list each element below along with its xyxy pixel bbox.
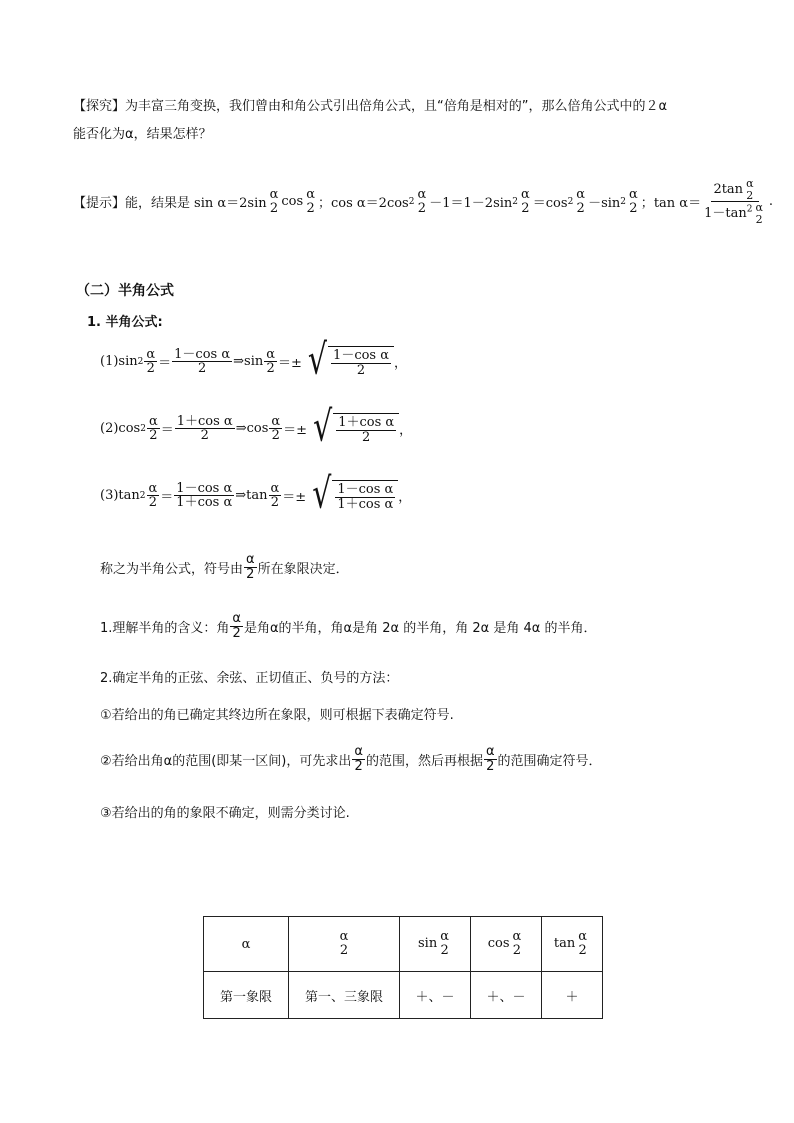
note-3: ①若给出的角已确定其终边所在象限，则可根据下表确定符号. <box>100 708 454 723</box>
half-alpha-fraction: $\frac{\alpha}{2}$ <box>146 346 156 377</box>
hint-sin-lhs: sin α＝2sin <box>194 196 267 212</box>
table-header-cos: cos α 2 <box>471 917 542 972</box>
hint-intro: 能，结果是 <box>125 196 191 212</box>
half-alpha-fraction: α 2 <box>269 186 279 216</box>
sign-note: 称之为半角公式，符号由 $\frac{\alpha}{2}$ 所在象限决定． <box>100 552 349 582</box>
half-alpha-fraction: $\frac{\alpha}{2}$ <box>271 413 281 444</box>
hint-line: 【提示】 能，结果是 sin α＝2sin α 2 cos α 2 ； cos α＝2cos 2 α 2 －1＝1－2sin 2 α 2 ＝cos 2 α 2 －sin 2 α 2 ； tan α＝ 2tan α 2 $1-\tan^2$ α 2 . <box>73 177 774 226</box>
hint-tan-lhs: tan α＝ <box>653 196 702 212</box>
table-header-alpha: α <box>204 917 289 972</box>
hint-tag: 【提示】 <box>73 196 126 212</box>
hint-sin-mid: cos <box>281 194 304 210</box>
explore-line-1 <box>73 95 667 114</box>
sqrt-expression: √ $\frac{\text{1＋cos α}}{2}$ <box>313 413 399 444</box>
hint-cos-lhs: cos α＝2cos <box>330 196 409 212</box>
half-alpha-fraction: $\frac{\alpha}{2}$ <box>148 480 158 511</box>
half-alpha-fraction: $\frac{\alpha}{2}$ <box>354 744 363 774</box>
formula-cos-half: (2)cos 2 $\frac{\alpha}{2}$ ＝ $\frac{\text{1＋cos α}}{2}$ ⇒cos $\frac{\alpha}{2}$ ＝± √ $\frac{\text{1＋cos α}}{2}$ ， <box>100 402 413 452</box>
hint-cos-part4: －sin <box>588 196 621 212</box>
table-header-tan: tan α 2 <box>542 917 603 972</box>
half-alpha-fraction: $\frac{\alpha}{2}$ <box>266 346 276 377</box>
sqrt-expression: √ $\frac{\text{1－cos α}}{2}$ <box>308 346 394 377</box>
note-4: ②若给出角α的范围(即某一区间)，可先求出 $\frac{\alpha}{2}$ 的范围，然后再根据 $\frac{\alpha}{2}$ 的范围确定符号． <box>100 744 602 774</box>
half-alpha-fraction: α 2 <box>576 186 586 216</box>
subsection-title: 1. 半角公式: <box>87 315 163 330</box>
note-1: 1.理解半角的含义：角 $\frac{\alpha}{2}$ 是角α的半角，角α是角 2α 的半角，角 2α 是角 4α 的半角． <box>100 611 597 641</box>
table-cell: 第一象限 <box>204 972 289 1019</box>
table-cell: ＋ <box>542 972 603 1019</box>
note-2: 2.确定半角的正弦、余弦、正切值正、负号的方法： <box>100 671 399 686</box>
half-alpha-fraction: α 2 <box>417 186 427 216</box>
hint-cos-part2: －1＝1－2sin <box>429 196 513 212</box>
table-header-half-alpha: α 2 <box>289 917 400 972</box>
formula-tan-half: (3)tan 2 $\frac{\alpha}{2}$ ＝ $\frac{\text{1－cos α}}{\text{1＋cos α}}$ ⇒tan $\frac{\alpha}{2}$ ＝± √ $\frac{\text{1－cos α}}{\text{1＋cos α}}$ ， <box>100 469 412 519</box>
half-alpha-fraction: α 2 <box>306 186 315 216</box>
formula-rhs-fraction: $\frac{\text{1－cos α}}{2}$ <box>174 346 231 377</box>
table-cell: ＋、－ <box>471 972 542 1019</box>
sign-table <box>203 916 603 1019</box>
half-alpha-fraction: α 2 <box>629 186 638 216</box>
table-row <box>204 972 603 1019</box>
half-alpha-fraction: $\frac{\alpha}{2}$ <box>270 480 280 511</box>
formula-sin-half: (1)sin 2 $\frac{\alpha}{2}$ ＝ $\frac{\text{1－cos α}}{2}$ ⇒sin $\frac{\alpha}{2}$ ＝± √ $\frac{\text{1－cos α}}{2}$ ， <box>100 335 408 385</box>
formula-rhs-fraction: $\frac{\text{1－cos α}}{\text{1＋cos α}}$ <box>176 480 233 511</box>
half-alpha-fraction: $\frac{\alpha}{2}$ <box>148 413 158 444</box>
table-header-row <box>204 917 603 972</box>
formula-rhs-fraction: $\frac{\text{1＋cos α}}{2}$ <box>176 413 233 444</box>
explore-tag: 【探究】 <box>73 99 126 114</box>
table-cell: 第一、三象限 <box>289 972 400 1019</box>
sqrt-expression: √ $\frac{\text{1－cos α}}{\text{1＋cos α}}$ <box>312 480 398 511</box>
half-alpha-fraction: $\frac{\alpha}{2}$ <box>232 611 241 641</box>
hint-sep: ； <box>640 196 654 212</box>
half-alpha-fraction: $\frac{\alpha}{2}$ <box>485 744 495 774</box>
hint-sep: ； <box>317 196 331 212</box>
half-alpha-fraction: $\frac{\alpha}{2}$ <box>246 552 255 582</box>
note-5: ③若给出的角的象限不确定，则需分类讨论. <box>100 806 350 821</box>
half-alpha-fraction: α 2 <box>521 186 530 216</box>
hint-cos-part3: ＝cos <box>532 196 568 212</box>
section-title: （二）半角公式 <box>76 283 174 299</box>
table-header-sin: sin α 2 <box>400 917 471 972</box>
explore-text-1: 为丰富三角变换，我们曾由和角公式引出倍角公式，且“倍角是相对的”，那么倍角公式中的２α <box>125 99 668 114</box>
hint-end: . <box>768 194 774 210</box>
table-cell: ＋、－ <box>400 972 471 1019</box>
hint-tan-fraction: 2tan α 2 $1-\tan^2$ α 2 <box>704 177 763 226</box>
explore-line-2: 能否化为α，结果怎样？ <box>73 127 212 142</box>
